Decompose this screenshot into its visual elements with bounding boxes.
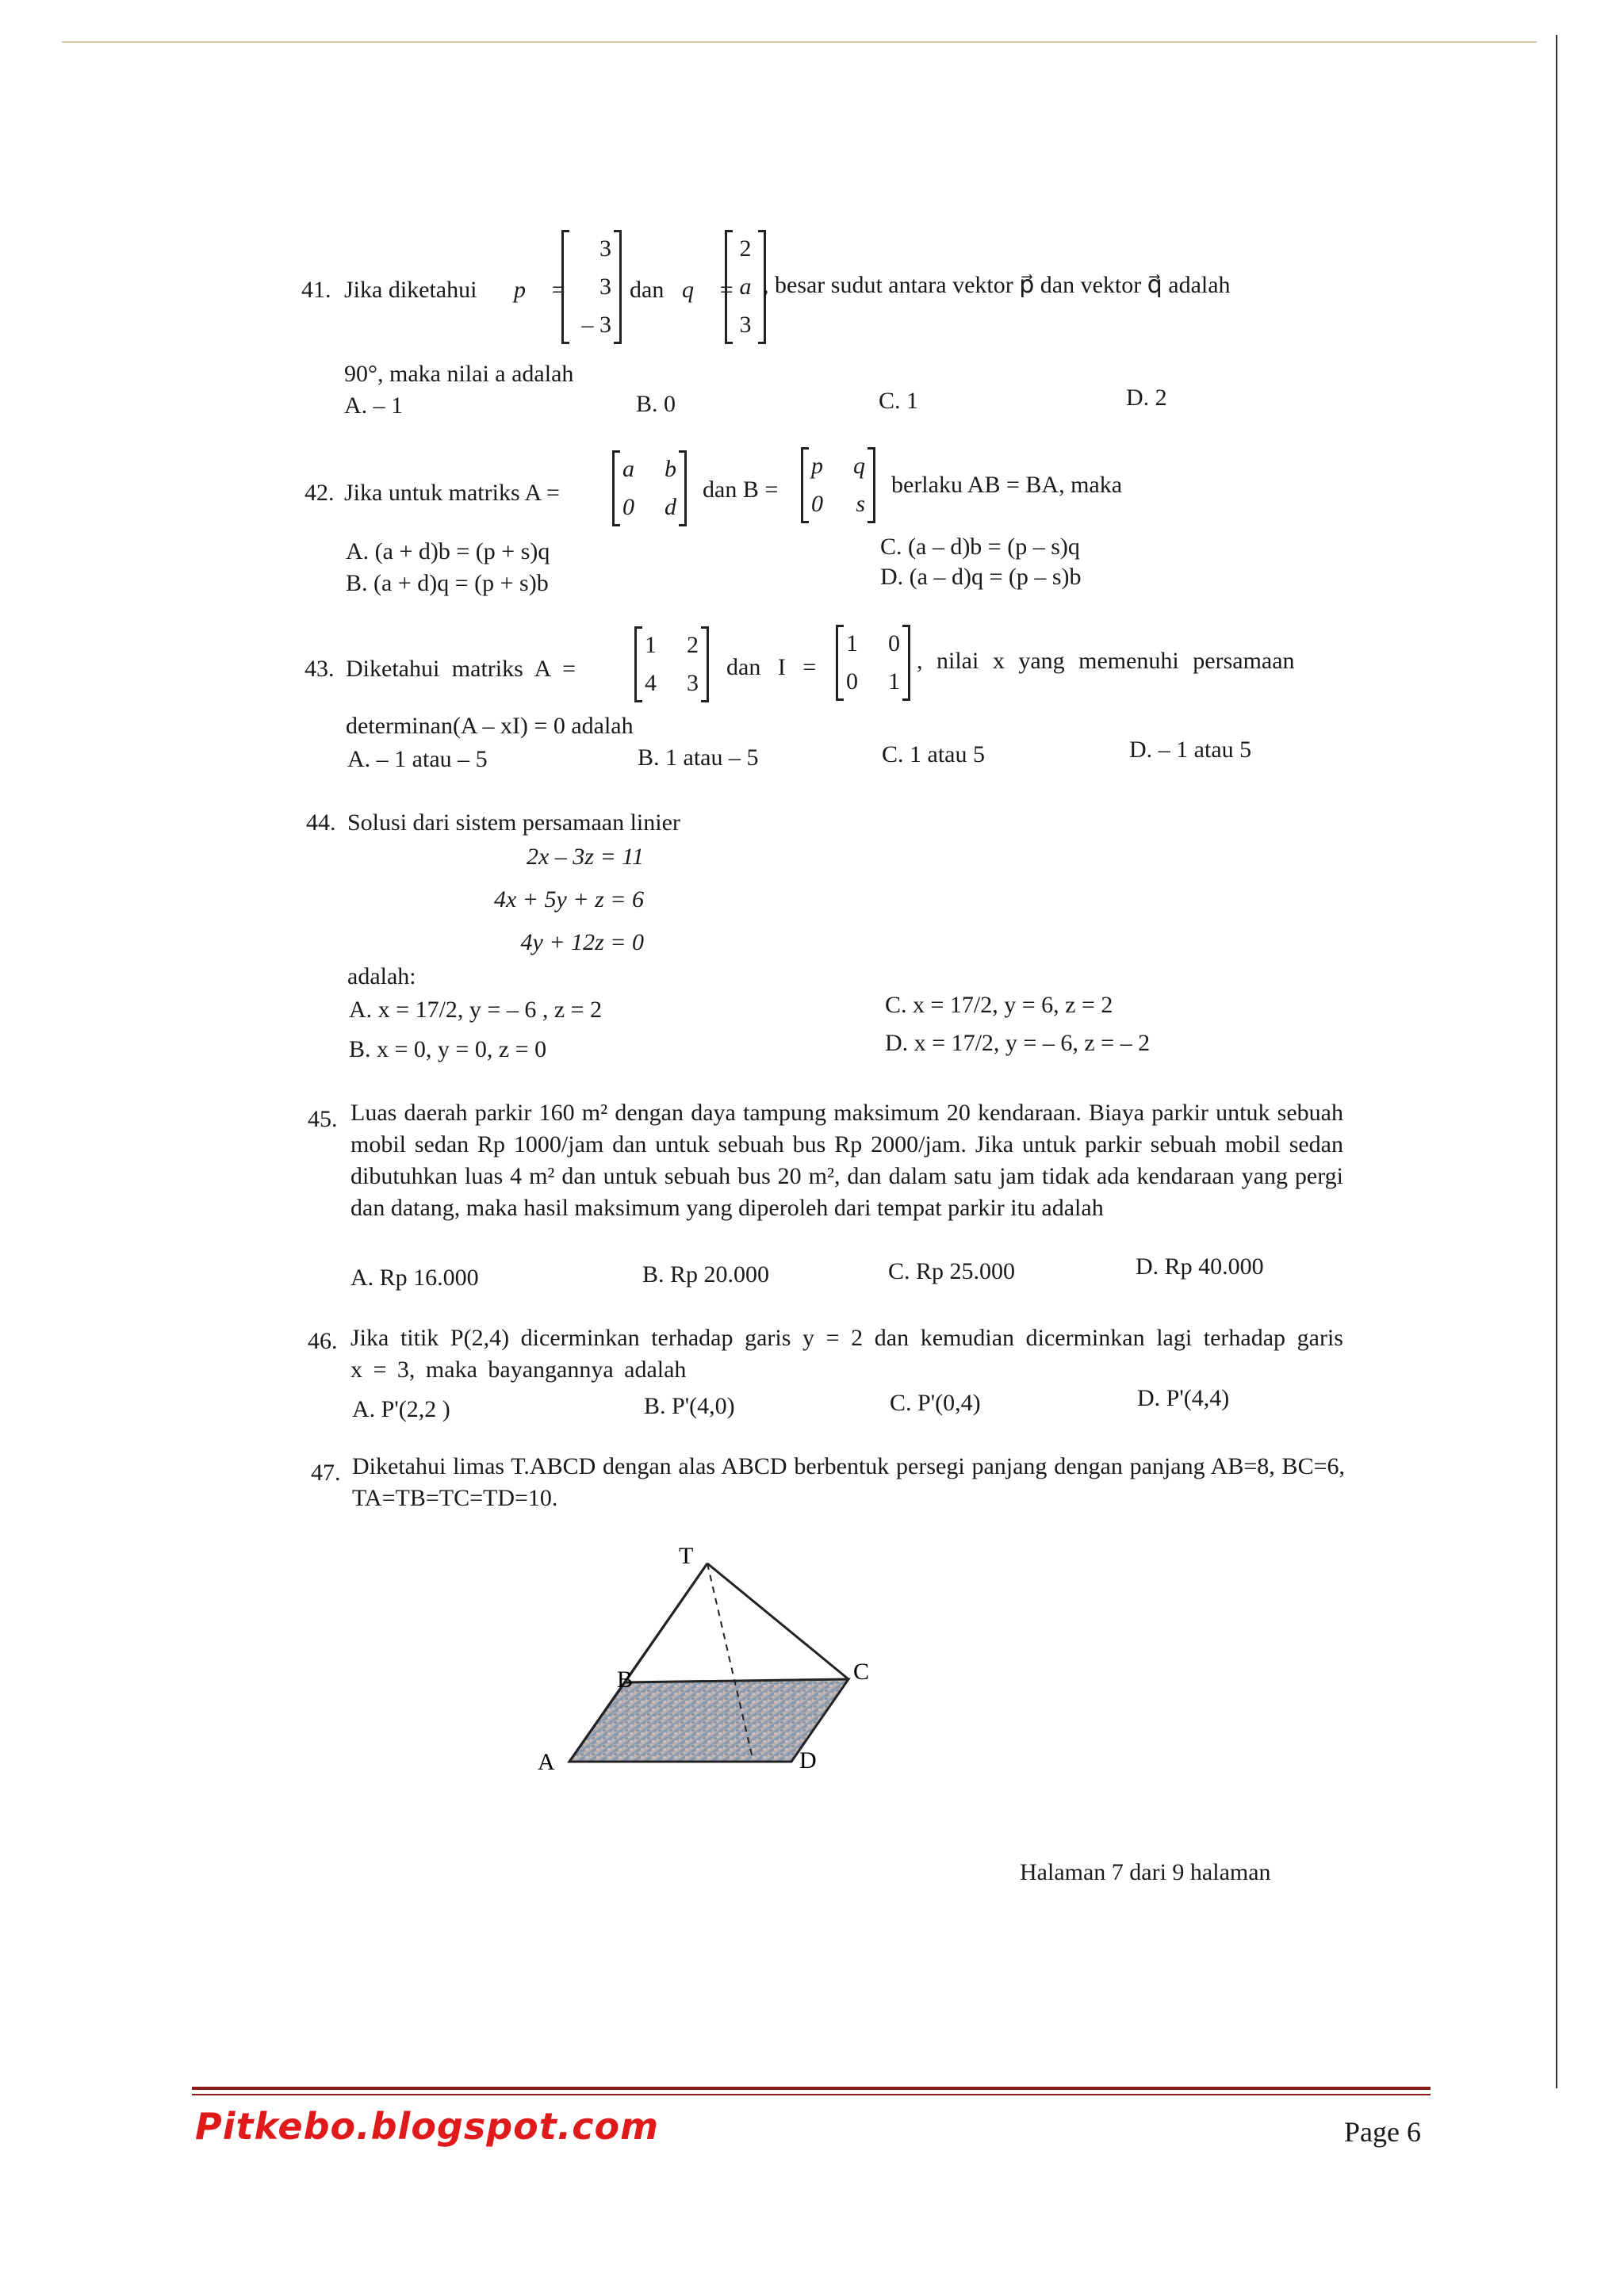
- q44-option-a: A. x = 17/2, y = – 6 , z = 2: [349, 997, 603, 1023]
- label-a: A: [538, 1749, 555, 1775]
- q46-option-c: C. P'(0,4): [890, 1390, 981, 1416]
- q44-option-d: D. x = 17/2, y = – 6, z = – 2: [885, 1030, 1151, 1056]
- a-entry: 3: [687, 670, 699, 696]
- q43-line2: determinan(A – xI) = 0 adalah: [346, 713, 634, 739]
- q-entry: 2: [739, 235, 752, 262]
- q41-line2: 90°, maka nilai a adalah: [344, 361, 574, 387]
- q41-p-symbol: p⃗ =: [514, 277, 567, 303]
- equation: 4x + 5y + z = 6: [493, 886, 644, 913]
- q41-tail: , besar sudut antara vektor p⃗ dan vektor q⃗ adalah: [763, 272, 1231, 298]
- q47-number: 47.: [311, 1460, 341, 1486]
- a-entry: 4: [645, 670, 657, 696]
- edge-tc: [707, 1563, 848, 1679]
- footer-rule: [192, 2087, 1431, 2090]
- q43-lead: Diketahui matriks A =: [346, 656, 576, 682]
- label-c: C: [853, 1659, 870, 1685]
- equation: 4y + 12z = 0: [520, 929, 644, 955]
- label-d: D: [799, 1747, 817, 1774]
- q43-tail: , nilai x yang memenuhi persamaan: [917, 648, 1295, 674]
- pyramid-figure: [523, 1538, 888, 1776]
- q43-number: 43.: [304, 656, 335, 682]
- q43-option-d: D. – 1 atau 5: [1129, 737, 1252, 763]
- edge-tb: [625, 1563, 707, 1682]
- q43-option-a: A. – 1 atau – 5: [347, 746, 488, 772]
- p-entry: 3: [599, 274, 611, 300]
- right-edge-line: [1556, 35, 1557, 2088]
- q41-option-b: B. 0: [636, 391, 676, 417]
- blog-logo[interactable]: Pitkebo.blogspot.com: [195, 2105, 660, 2148]
- b-entry: s: [856, 491, 865, 517]
- halaman-label: Halaman 7 dari 9 halaman: [1020, 1859, 1271, 1885]
- footer-rule-thin: [192, 2094, 1431, 2095]
- q-entry: 3: [739, 312, 752, 338]
- q41-number: 41.: [301, 277, 331, 303]
- q42-mid: dan B =: [703, 476, 779, 503]
- q42-option-c: C. (a – d)b = (p – s)q: [880, 534, 1080, 560]
- q45-option-a: A. Rp 16.000: [350, 1265, 479, 1291]
- a-entry: 0: [622, 494, 634, 520]
- q45-number: 45.: [308, 1106, 338, 1132]
- label-b: B: [617, 1667, 634, 1693]
- i-entry: 0: [846, 668, 858, 695]
- q41-option-c: C. 1: [879, 388, 919, 414]
- q47-text: Diketahui limas T.ABCD dengan alas ABCD berbentuk persegi panjang dengan panjang AB=8, BC=6, TA=TB=TC=TD=10.: [352, 1453, 1345, 1511]
- q45-option-d: D. Rp 40.000: [1136, 1253, 1264, 1280]
- q42-option-a: A. (a + d)b = (p + s)q: [346, 538, 550, 564]
- a-entry: 2: [687, 632, 699, 658]
- q41-q-symbol: q⃗ =: [682, 277, 735, 303]
- q42-option-b: B. (a + d)q = (p + s)b: [346, 570, 549, 596]
- q43-option-b: B. 1 atau – 5: [638, 744, 759, 771]
- q43-matrix-a: [634, 626, 709, 702]
- a-entry: a: [622, 456, 634, 482]
- q43-option-c: C. 1 atau 5: [882, 741, 985, 767]
- q41-q-vector: [725, 230, 766, 344]
- equation: 2x – 3z = 11: [526, 844, 644, 870]
- q45-option-c: C. Rp 25.000: [888, 1258, 1016, 1284]
- q42-number: 42.: [304, 480, 335, 506]
- p-entry: 3: [599, 235, 611, 262]
- q44-option-c: C. x = 17/2, y = 6, z = 2: [885, 992, 1113, 1018]
- i-entry: 1: [888, 668, 900, 695]
- a-entry: b: [665, 456, 676, 482]
- q44-lead: Solusi dari sistem persamaan linier: [347, 809, 680, 836]
- label-t: T: [679, 1543, 694, 1569]
- q41-lead: Jika diketahui: [344, 277, 477, 303]
- q46-option-a: A. P'(2,2 ): [352, 1396, 450, 1422]
- q44-number: 44.: [306, 809, 336, 836]
- b-entry: p: [811, 453, 823, 479]
- q43-matrix-i: [836, 625, 910, 701]
- q41-dan: dan: [630, 277, 665, 303]
- q41-option-a: A. – 1: [344, 392, 404, 419]
- q41-p-vector: [561, 230, 622, 344]
- q44-after: adalah:: [347, 963, 416, 989]
- q46-number: 46.: [308, 1328, 338, 1354]
- p-entry: – 3: [581, 312, 611, 338]
- top-rule: [62, 41, 1537, 43]
- page-number: Page 6: [1344, 2116, 1421, 2148]
- q-entry: a: [739, 274, 752, 300]
- q46-text: Jika titik P(2,4) dicerminkan terhadap garis y = 2 dan kemudian dicerminkan lagi terhadap garis x = 3, maka bayangannya adalah: [350, 1325, 1343, 1383]
- q42-matrix-a: [612, 450, 687, 526]
- b-entry: 0: [811, 491, 823, 517]
- q42-lead: Jika untuk matriks A =: [344, 480, 560, 506]
- q43-mid: dan I =: [726, 654, 817, 680]
- q42-tail: berlaku AB = BA, maka: [891, 472, 1123, 498]
- q45-text: Luas daerah parkir 160 m² dengan daya tampung maksimum 20 kendaraan. Biaya parkir untuk sebuah mobil sedan Rp 1000/jam dan untuk sebuah bus Rp 2000/jam. Jika untuk parkir sebuah mobil sedan dibutuhkan luas 4 m² dan untuk sebuah bus 20 m², dan dalam satu jam tidak ada kendaraan yang pergi dan datang, maka hasil maksimum yang diperoleh dari tempat parkir itu adalah: [350, 1100, 1343, 1221]
- q44-option-b: B. x = 0, y = 0, z = 0: [349, 1036, 547, 1062]
- q46-option-b: B. P'(4,0): [644, 1393, 735, 1419]
- a-entry: d: [665, 494, 676, 520]
- b-entry: q: [853, 453, 865, 479]
- q46-option-d: D. P'(4,4): [1137, 1385, 1230, 1411]
- q41-option-d: D. 2: [1126, 385, 1167, 411]
- q45-option-b: B. Rp 20.000: [642, 1261, 770, 1288]
- i-entry: 1: [846, 630, 858, 656]
- q42-option-d: D. (a – d)q = (p – s)b: [880, 564, 1082, 590]
- q42-matrix-b: [801, 447, 875, 523]
- a-entry: 1: [645, 632, 657, 658]
- i-entry: 0: [888, 630, 900, 656]
- q44-equations: [460, 836, 644, 964]
